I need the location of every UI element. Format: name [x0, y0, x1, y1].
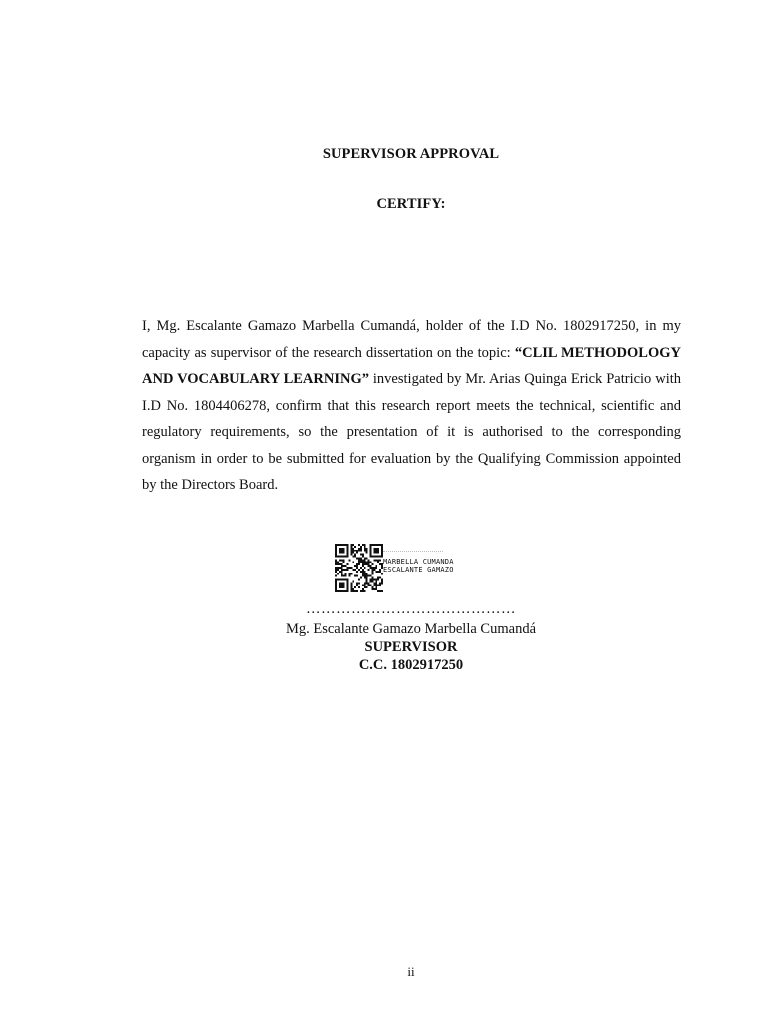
certification-paragraph: [142, 313, 681, 499]
signature-name-line1: MARBELLA CUMANDA: [383, 558, 454, 566]
paragraph-rest: investigated by Mr. Arias Quinga Erick Patricio with I.D No. 1804406278, confirm that this research report meets the technical, scientific and regulatory requirements, so the presentation of it is authorised to the corresponding organism in order to be submitted for evaluation by the Qualifying Commission appointed by the Directors Board.: [142, 371, 682, 493]
signatory-id: C.C. 1802917250: [358, 657, 464, 673]
research-topic: “CLIL METHODOLOGY AND VOCABULARY LEARNING”: [142, 344, 681, 387]
electronic-signature: [335, 544, 465, 594]
paragraph-intro: I, Mg. Escalante Gamazo Marbella Cumandá, holder of the I.D No. 1802917250, in my capacity as supervisor of the research dissertation on the topic:: [142, 318, 681, 361]
certify-heading: CERTIFY:: [376, 196, 446, 212]
signature-name-line2: ESCALANTE GAMAZO: [383, 566, 454, 574]
signature-stamp-text: [383, 558, 454, 574]
page-number: ii: [407, 964, 415, 979]
signatory-name: Mg. Escalante Gamazo Marbella Cumandá: [285, 621, 537, 637]
qr-code-icon: [335, 544, 383, 592]
signatory-role: SUPERVISOR: [364, 639, 458, 655]
signature-line: ……………………………………: [306, 601, 516, 617]
page-heading: SUPERVISOR APPROVAL: [322, 146, 500, 162]
signatory-block: [270, 600, 552, 674]
signature-header-line: [383, 551, 443, 556]
